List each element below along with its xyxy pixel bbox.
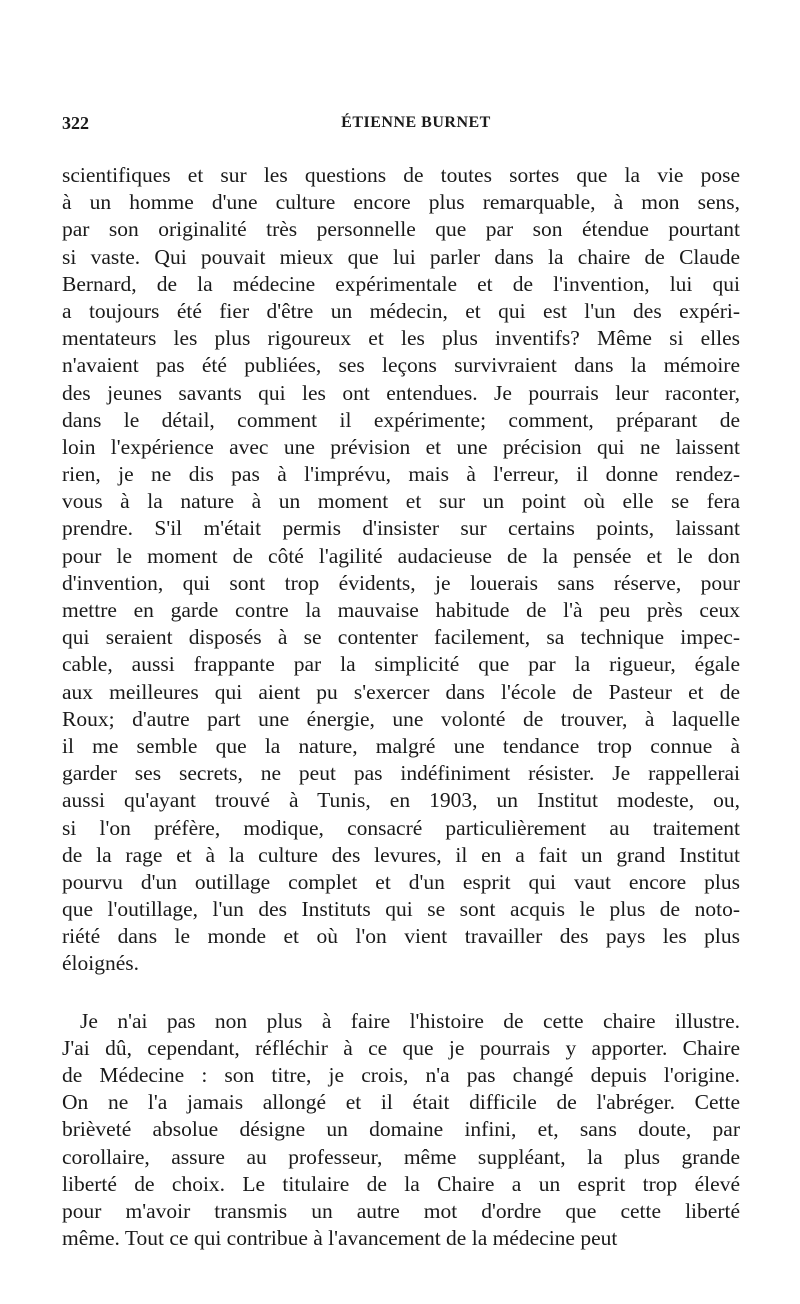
text-line: garder ses secrets, ne peut pas indéfiniment résister. Je rappellerai <box>62 761 740 786</box>
paragraph <box>62 162 740 978</box>
paragraph <box>62 1008 740 1253</box>
text-line: rien, je ne dis pas à l'imprévu, mais à l'erreur, il donne rendez- <box>62 462 740 487</box>
text-line: vous à la nature à un moment et sur un point où elle se fera <box>62 489 740 514</box>
text-line: même. Tout ce qui contribue à l'avancement de la médecine peut <box>62 1226 618 1251</box>
text-line: corollaire, assure au professeur, même suppléant, la plus grande <box>62 1144 740 1169</box>
text-line: si l'on préfère, modique, consacré particulièrement au traitement <box>62 815 740 840</box>
text-line: si vaste. Qui pouvait mieux que lui parler dans la chaire de Claude <box>62 244 740 269</box>
text-line: par son originalité très personnelle que par son étendue pourtant <box>62 217 740 242</box>
text-line: pour m'avoir transmis un autre mot d'ordre que cette liberté <box>62 1198 740 1223</box>
body-text <box>62 162 740 1252</box>
text-line: de la rage et à la culture des levures, il en a fait un grand Institut <box>62 842 740 867</box>
text-line: On ne l'a jamais allongé et il était difficile de l'abréger. Cette <box>62 1090 740 1115</box>
text-line: mettre en garde contre la mauvaise habitude de l'à peu près ceux <box>62 598 740 622</box>
text-line: n'avaient pas été publiées, ses leçons survivraient dans la mémoire <box>62 353 740 378</box>
text-line: aux meilleures qui aient pu s'exercer dans l'école de Pasteur et de <box>62 679 740 704</box>
text-line: qui seraient disposés à se contenter facilement, sa technique impec- <box>62 625 740 650</box>
text-line: liberté de choix. Le titulaire de la Chaire a un esprit trop élevé <box>62 1171 740 1196</box>
text-line: Roux; d'autre part une énergie, une volonté de trouver, à laquelle <box>62 706 740 731</box>
text-line: à un homme d'une culture encore plus remarquable, à mon sens, <box>62 190 740 215</box>
text-line: a toujours été fier d'être un médecin, et qui est l'un des expéri- <box>62 298 740 323</box>
text-line: il me semble que la nature, malgré une tendance trop connue à <box>62 733 740 758</box>
text-line: prendre. S'il m'était permis d'insister sur certains points, laissant <box>62 516 740 541</box>
text-line: Je n'ai pas non plus à faire l'histoire de cette chaire illustre. <box>80 1008 740 1033</box>
text-line: pour le moment de côté l'agilité audacieuse de la pensée et le don <box>62 543 740 568</box>
page-number: 322 <box>62 113 89 133</box>
text-line: aussi qu'ayant trouvé à Tunis, en 1903, un Institut modeste, ou, <box>62 788 740 813</box>
text-line: brièveté absolue désigne un domaine infini, et, sans doute, par <box>62 1117 740 1142</box>
text-line: cable, aussi frappante par la simplicité que par la rigueur, égale <box>62 652 740 677</box>
text-line: scientifiques et sur les questions de toutes sortes que la vie pose <box>62 163 740 187</box>
text-line: J'ai dû, cependant, réfléchir à ce que je pourrais y apporter. Chaire <box>62 1035 740 1060</box>
text-line: éloignés. <box>62 951 140 976</box>
text-line: loin l'expérience avec une prévision et une précision qui ne laissent <box>62 434 740 459</box>
text-line: riété dans le monde et où l'on vient travailler des pays les plus <box>62 924 740 949</box>
text-line: d'invention, qui sont trop évidents, je louerais sans réserve, pour <box>62 570 740 595</box>
paragraph-gap <box>62 978 740 1008</box>
text-line: mentateurs les plus rigoureux et les plus inventifs? Même si elles <box>62 326 740 351</box>
running-head <box>62 108 740 138</box>
text-line: dans le détail, comment il expérimente; comment, préparant de <box>62 407 740 432</box>
text-line: des jeunes savants qui les ont entendues. Je pourrais leur raconter, <box>62 380 740 405</box>
text-line: pourvu d'un outillage complet et d'un esprit qui vaut encore plus <box>62 869 740 894</box>
text-line: de Médecine : son titre, je crois, n'a pas changé depuis l'origine. <box>62 1063 740 1087</box>
running-title: ÉTIENNE BURNET <box>341 114 491 131</box>
text-line: que l'outillage, l'un des Instituts qui se sont acquis le plus de noto- <box>62 897 740 922</box>
text-line: Bernard, de la médecine expérimentale et de l'invention, lui qui <box>62 271 740 296</box>
